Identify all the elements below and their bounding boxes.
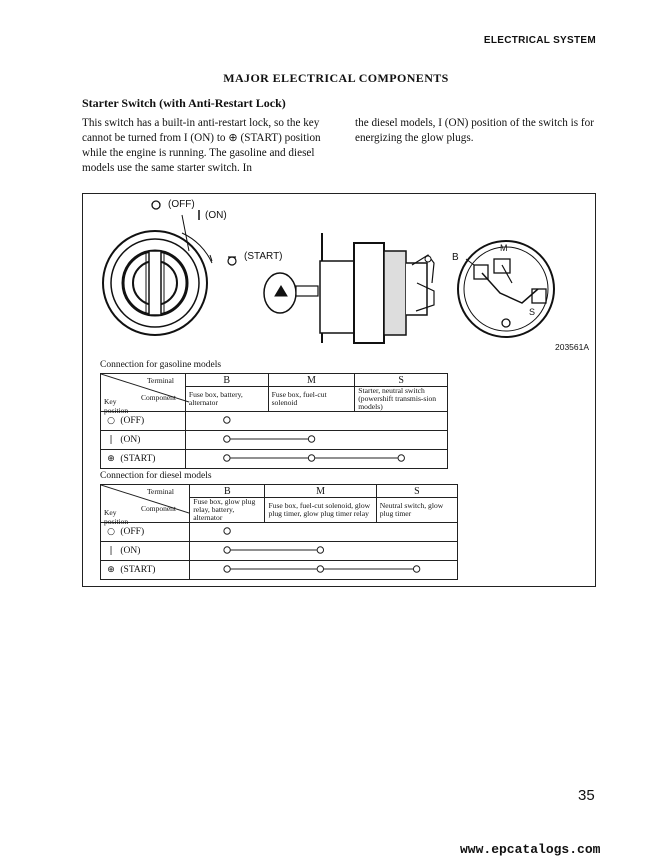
connection-diagram [189, 412, 435, 428]
terminal-b-header: B [190, 485, 265, 498]
terminal-m-label: M [500, 243, 508, 253]
corner-position-label: position [104, 406, 129, 415]
key-position-cell [101, 450, 186, 469]
terminal-back-view [458, 241, 554, 337]
corner-key-label: Key [104, 397, 117, 406]
table-row [101, 450, 448, 469]
terminal-s-header: S [355, 374, 448, 387]
connection-diagram [189, 431, 435, 447]
page-title: MAJOR ELECTRICAL COMPONENTS [223, 71, 449, 85]
on-symbol-icon: | [109, 546, 113, 556]
paragraph-right: the diesel models, I (ON) position of the switch is for energizing the glow plugs. [355, 117, 594, 144]
key-position-label: (ON) [120, 435, 141, 445]
off-symbol-icon: ○ [107, 527, 115, 537]
connection-diagram [193, 523, 449, 539]
connection-cell [190, 523, 458, 542]
terminal-m-header: M [265, 485, 376, 498]
table-corner-cell [101, 374, 186, 415]
component-s: Neutral switch, glow plug timer [376, 498, 457, 523]
table-corner-cell [101, 485, 190, 526]
page-number: 35 [578, 787, 595, 804]
terminal-b-label: B [452, 252, 459, 263]
terminal-connection-dot [308, 455, 314, 461]
on-symbol-icon: | [109, 435, 113, 445]
key-position-label: (OFF) [120, 416, 145, 426]
component-m: Fuse box, fuel-cut solenoid [268, 387, 355, 412]
key-position-cell [101, 561, 190, 580]
start-symbol-icon: ⊕ [107, 565, 115, 575]
terminal-s-header: S [376, 485, 457, 498]
gasoline-table-caption: Connection for gasoline models [100, 360, 222, 370]
gasoline-connection-table [100, 373, 448, 469]
key-position-cell [101, 542, 190, 561]
terminal-connection-dot [224, 417, 230, 423]
off-symbol-icon: ○ [107, 416, 115, 426]
terminal-connection-dot [224, 566, 230, 572]
component-b: Fuse box, battery, alternator [185, 387, 268, 412]
corner-terminal-label: Terminal [147, 487, 174, 496]
connection-diagram [193, 542, 449, 558]
terminal-connection-dot [414, 566, 420, 572]
terminal-connection-dot [398, 455, 404, 461]
key-position-label: (ON) [120, 546, 141, 556]
connection-cell [185, 412, 447, 431]
table-row [101, 431, 448, 450]
terminal-connection-dot [317, 547, 323, 553]
corner-key-label: Key [104, 508, 117, 517]
terminal-connection-dot [224, 455, 230, 461]
section-header: ELECTRICAL SYSTEM [483, 35, 596, 46]
figure-code: 203561A [555, 342, 590, 352]
terminal-b-header: B [185, 374, 268, 387]
connection-cell [185, 431, 447, 450]
component-s: Starter, neutral switch (powershift transmis-sion models) [355, 387, 448, 412]
terminal-s-label: S [529, 307, 536, 317]
terminal-connection-dot [317, 566, 323, 572]
terminal-connection-dot [308, 436, 314, 442]
terminal-connection-dot [224, 547, 230, 553]
starter-switch-illustration [82, 193, 596, 358]
corner-position-label: position [104, 517, 129, 526]
component-m: Fuse box, fuel-cut solenoid, glow plug timer, glow plug timer relay [265, 498, 376, 523]
table-row [101, 542, 458, 561]
key-position-cell [101, 431, 186, 450]
key-position-label: (OFF) [120, 527, 145, 537]
connection-cell [190, 542, 458, 561]
key-position-label: (START) [120, 565, 156, 575]
key-cylinder-front-view [103, 215, 212, 335]
label-off: (OFF) [168, 199, 195, 210]
key-side-view [264, 233, 434, 343]
terminal-connection-dot [224, 528, 230, 534]
component-b: Fuse box, glow plug relay, battery, alternator [190, 498, 265, 523]
connection-diagram [193, 561, 449, 577]
terminal-connection-dot [224, 436, 230, 442]
connection-cell [185, 450, 447, 469]
watermark-url: www.epcatalogs.com [460, 842, 601, 857]
corner-component-label: Component [141, 504, 176, 513]
diesel-connection-table [100, 484, 458, 580]
terminal-m-header: M [268, 374, 355, 387]
label-start: (START) [244, 251, 283, 262]
start-symbol-icon: ⊕ [107, 454, 115, 464]
table-row [101, 561, 458, 580]
corner-component-label: Component [141, 393, 176, 402]
connection-diagram [189, 450, 435, 466]
key-position-label: (START) [120, 454, 156, 464]
connection-cell [190, 561, 458, 580]
paragraph-left: This switch has a built-in anti-restart lock, so the key cannot be turned from I (ON) to ⊕ (START) position while the engine is running. The gasoline and diesel models use the same starter switch. In [82, 117, 321, 174]
section-subtitle: Starter Switch (with Anti-Restart Lock) [82, 96, 286, 110]
corner-terminal-label: Terminal [147, 376, 174, 385]
label-on: (ON) [205, 210, 227, 221]
diesel-table-caption: Connection for diesel models [100, 471, 212, 481]
